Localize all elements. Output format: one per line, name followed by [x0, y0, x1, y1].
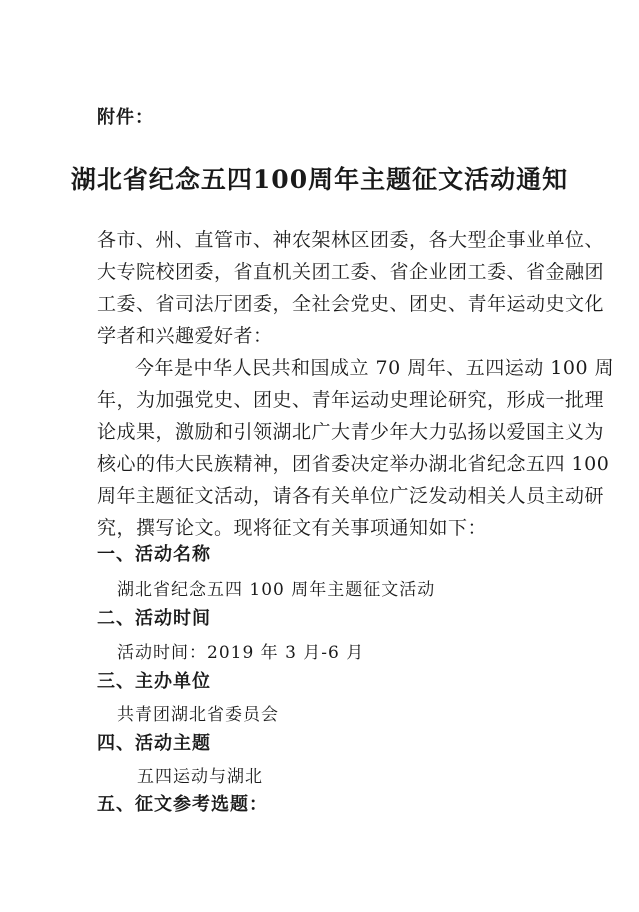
intro-line: 年，为加强党史、团史、青年运动史理论研究，形成一批理 — [97, 389, 605, 411]
section-heading-theme: 四、活动主题 — [97, 733, 211, 754]
section-content-activity-time: 活动时间：2019 年 3 月-6 月 — [117, 643, 365, 663]
intro-paragraph — [97, 352, 614, 544]
intro-line: 周年主题征文活动，请各有关单位广泛发动相关人员主动研 — [97, 485, 605, 507]
section-content-organizer: 共青团湖北省委员会 — [117, 705, 279, 725]
intro-line: 论成果，激励和引领湖北广大青少年大力弘扬以爱国主义为 — [97, 421, 605, 443]
intro-line: 今年是中华人民共和国成立 70 周年、五四运动 100 周 — [135, 357, 615, 379]
recipients-line: 工委、省司法厅团委，全社会党史、团史、青年运动史文化 — [97, 293, 605, 315]
section-heading-activity-name: 一、活动名称 — [97, 544, 211, 565]
section-heading-reference-topics: 五、征文参考选题： — [97, 794, 268, 815]
recipients-line: 学者和兴趣爱好者： — [97, 325, 273, 347]
recipients-line: 各市、州、直管市、神农架林区团委，各大型企事业单位、 — [97, 229, 605, 251]
intro-line: 核心的伟大民族精神，团省委决定举办湖北省纪念五四 100 — [97, 453, 610, 475]
section-content-theme: 五四运动与湖北 — [137, 767, 263, 787]
section-content-activity-name: 湖北省纪念五四 100 周年主题征文活动 — [117, 580, 436, 600]
section-heading-organizer: 三、主办单位 — [97, 671, 211, 692]
recipients-line: 大专院校团委，省直机关团工委、省企业团工委、省金融团 — [97, 261, 605, 283]
intro-line: 究，撰写论文。现将征文有关事项通知如下： — [97, 517, 488, 539]
recipients-paragraph — [97, 224, 604, 352]
section-heading-activity-time: 二、活动时间 — [97, 608, 211, 629]
attachment-label: 附件： — [97, 107, 154, 128]
notice-title: 湖北省纪念五四100周年主题征文活动通知 — [70, 165, 569, 194]
